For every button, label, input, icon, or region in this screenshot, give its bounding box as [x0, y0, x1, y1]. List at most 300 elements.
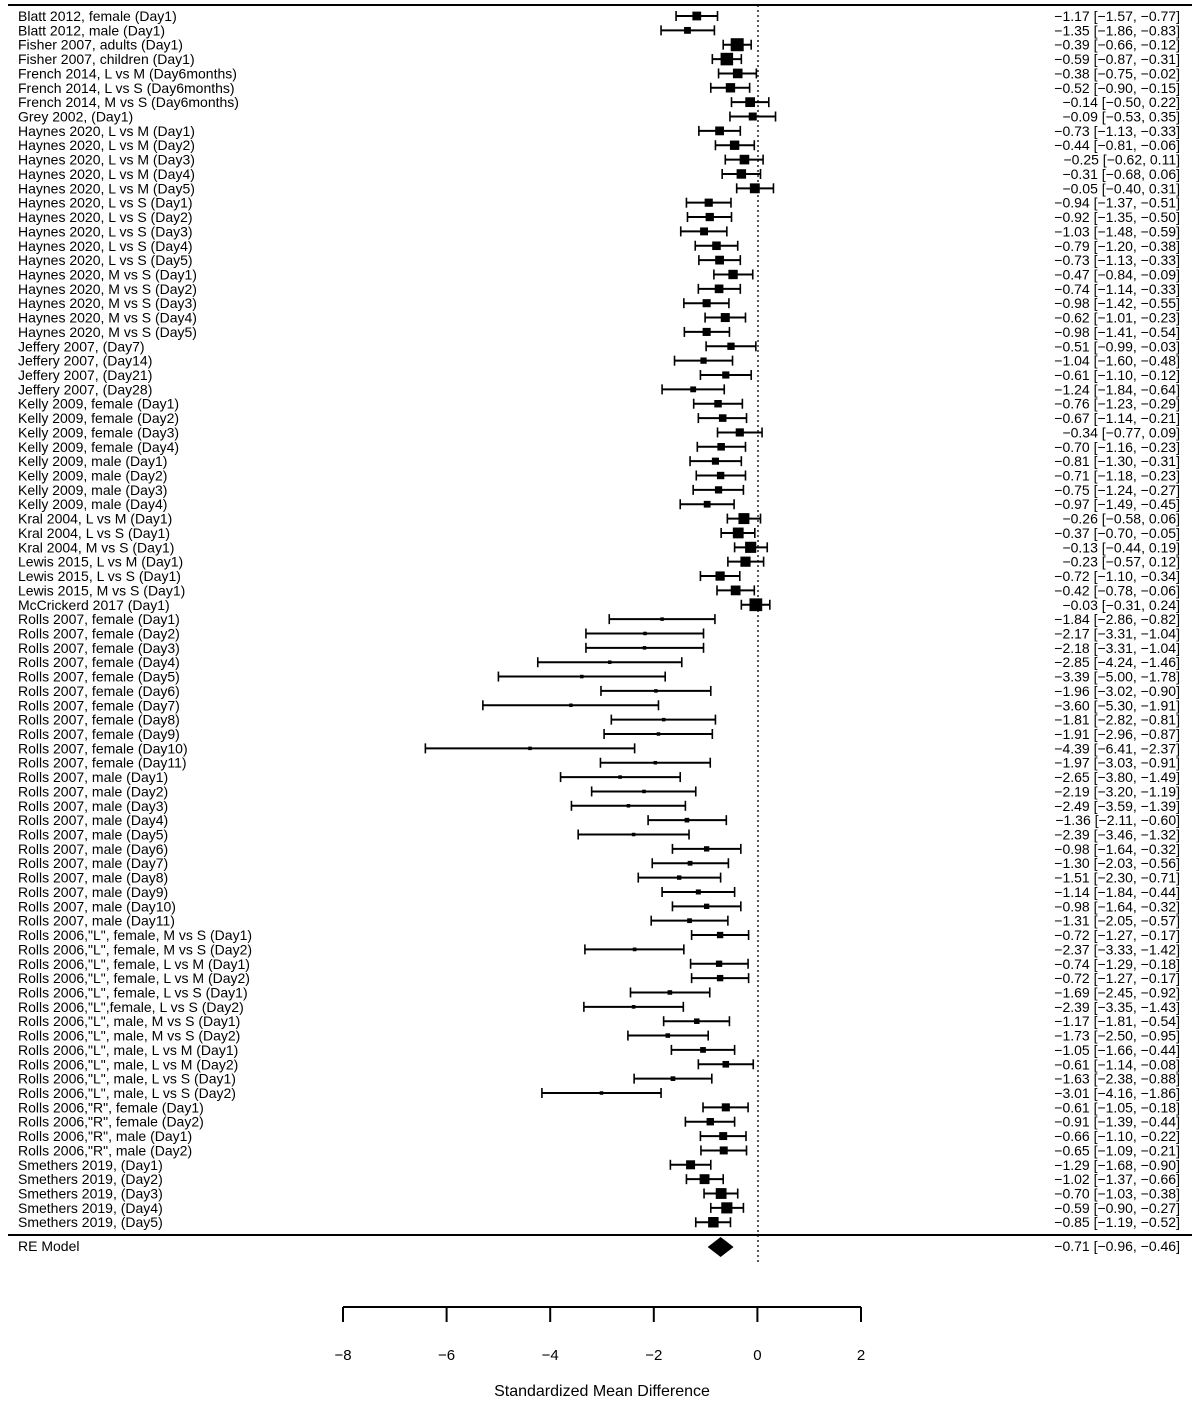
ci-text: −0.73 [−1.13, −0.33] — [1054, 252, 1180, 269]
study-row — [18, 22, 1180, 38]
study-label: Lewis 2015, L vs S (Day1) — [18, 568, 181, 585]
effect-size-marker — [688, 861, 693, 866]
study-row — [18, 568, 1180, 584]
effect-size-marker — [569, 704, 573, 708]
ci-text: −0.47 [−0.84, −0.09] — [1054, 266, 1180, 283]
ci-text: −2.49 [−3.59, −1.39] — [1054, 797, 1180, 814]
study-row — [18, 1157, 1180, 1173]
study-row — [18, 884, 1180, 900]
ci-text: −1.17 [−1.81, −0.54] — [1054, 1013, 1180, 1030]
study-label: Rolls 2006,"R", female (Day2) — [18, 1113, 204, 1130]
ci-text: −1.31 [−2.05, −0.57] — [1054, 912, 1180, 929]
effect-size-marker — [608, 660, 612, 664]
ci-text: −2.37 [−3.33, −1.42] — [1054, 941, 1180, 958]
ci-text: −4.39 [−6.41, −2.37] — [1054, 740, 1180, 757]
study-row — [18, 453, 1180, 469]
summary-label: RE Model — [18, 1238, 80, 1254]
study-label: Rolls 2007, male (Day1) — [18, 769, 169, 786]
ci-text: −0.92 [−1.35, −0.50] — [1054, 209, 1180, 226]
study-row — [18, 554, 1180, 570]
ci-text: −2.39 [−3.35, −1.43] — [1054, 998, 1180, 1015]
study-label: Fisher 2007, adults (Day1) — [18, 36, 183, 53]
effect-size-marker — [706, 213, 714, 221]
ci-text: −2.19 [−3.20, −1.19] — [1054, 783, 1180, 800]
effect-size-marker — [657, 732, 661, 736]
study-label: Haynes 2020, L vs M (Day4) — [18, 165, 195, 182]
study-row — [18, 324, 1180, 340]
ci-text: −0.98 [−1.42, −0.55] — [1054, 295, 1180, 312]
effect-size-marker — [715, 486, 722, 493]
effect-size-marker — [700, 1047, 706, 1053]
study-label: Haynes 2020, L vs M (Day2) — [18, 137, 195, 154]
study-label: Kelly 2009, male (Day4) — [18, 496, 168, 513]
study-row — [18, 1171, 1180, 1187]
study-label: Rolls 2007, male (Day2) — [18, 783, 169, 800]
effect-size-marker — [730, 141, 739, 150]
study-label: Haynes 2020, M vs S (Day3) — [18, 295, 197, 312]
study-row — [18, 1128, 1180, 1144]
study-label: Rolls 2007, male (Day10) — [18, 898, 176, 915]
ci-text: −1.30 [−2.03, −0.56] — [1054, 855, 1180, 872]
effect-size-marker — [686, 1160, 695, 1169]
effect-size-marker — [700, 358, 706, 364]
study-row — [18, 783, 1180, 799]
study-label: French 2014, L vs S (Day6months) — [18, 79, 235, 96]
ci-text: −1.81 [−2.82, −0.81] — [1054, 711, 1180, 728]
study-row — [18, 367, 1180, 383]
ci-text: −0.85 [−1.19, −0.52] — [1054, 1214, 1180, 1231]
ci-text: −3.39 [−5.00, −1.78] — [1054, 668, 1180, 685]
study-label: Haynes 2020, M vs S (Day4) — [18, 309, 197, 326]
effect-size-marker — [722, 371, 729, 378]
study-rows — [18, 8, 1180, 1230]
study-label: Kelly 2009, female (Day2) — [18, 410, 180, 427]
effect-size-marker — [712, 458, 719, 465]
ci-text: −0.39 [−0.66, −0.12] — [1054, 36, 1180, 53]
study-label: Rolls 2006,"L", male, L vs M (Day2) — [18, 1056, 239, 1073]
effect-size-marker — [715, 571, 724, 580]
study-row — [18, 439, 1180, 455]
study-label: Haynes 2020, M vs S (Day1) — [18, 266, 197, 283]
effect-size-marker — [666, 1033, 671, 1038]
effect-size-marker — [740, 557, 750, 567]
ci-text: −0.44 [−0.81, −0.06] — [1054, 137, 1180, 154]
effect-size-marker — [717, 443, 725, 451]
ci-text: −1.36 [−2.11, −0.60] — [1055, 812, 1180, 829]
effect-size-marker — [684, 27, 691, 34]
ci-text: −1.51 [−2.30, −0.71] — [1054, 869, 1180, 886]
study-label: Haynes 2020, L vs S (Day1) — [18, 194, 193, 211]
effect-size-marker — [727, 343, 734, 350]
effect-size-marker — [736, 428, 744, 436]
effect-size-marker — [704, 904, 709, 909]
effect-size-marker — [717, 932, 723, 938]
effect-size-marker — [705, 199, 713, 207]
ci-text: −2.65 [−3.80, −1.49] — [1054, 769, 1180, 786]
ci-text: −1.03 [−1.48, −0.59] — [1054, 223, 1180, 240]
ci-text: −0.75 [−1.24, −0.27] — [1054, 481, 1180, 498]
study-label: Rolls 2006,"L", female, L vs M (Day2) — [18, 970, 250, 987]
study-row — [18, 381, 1180, 397]
study-label: Haynes 2020, L vs M (Day5) — [18, 180, 195, 197]
study-label: Rolls 2006,"L", female, L vs M (Day1) — [18, 955, 250, 972]
ci-text: −0.42 [−0.78, −0.06] — [1054, 582, 1180, 599]
study-row — [18, 496, 1180, 512]
study-label: Blatt 2012, female (Day1) — [18, 8, 177, 24]
effect-size-marker — [721, 313, 730, 322]
effect-size-marker — [731, 586, 741, 596]
effect-size-marker — [703, 299, 711, 307]
study-row — [18, 640, 1180, 656]
study-row — [18, 424, 1180, 440]
effect-size-marker — [721, 53, 734, 66]
ci-text: −1.84 [−2.86, −0.82] — [1054, 611, 1180, 628]
study-label: Rolls 2006,"R", male (Day2) — [18, 1142, 193, 1159]
effect-size-marker — [662, 718, 666, 722]
study-label: Rolls 2006,"L", male, L vs S (Day2) — [18, 1085, 236, 1101]
ci-text: −1.69 [−2.45, −0.92] — [1054, 984, 1180, 1001]
study-row — [18, 625, 1180, 641]
study-label: Smethers 2019, (Day1) — [18, 1156, 163, 1173]
study-row — [18, 1114, 1180, 1130]
study-label: Jeffery 2007, (Day7) — [18, 338, 145, 355]
effect-size-marker — [722, 1061, 729, 1068]
effect-size-marker — [716, 1188, 727, 1199]
x-tick-label: 2 — [856, 1347, 866, 1364]
effect-size-marker — [712, 241, 721, 250]
study-row — [18, 94, 1180, 110]
study-label: Rolls 2007, male (Day3) — [18, 797, 169, 814]
ci-text: −1.73 [−2.50, −0.95] — [1054, 1027, 1180, 1044]
study-row — [18, 712, 1180, 728]
ci-text: −0.94 [−1.37, −0.51] — [1054, 194, 1180, 211]
effect-size-marker — [633, 948, 637, 952]
study-row — [18, 1214, 1180, 1230]
study-label: Rolls 2007, female (Day11) — [18, 754, 187, 771]
ci-text: −0.70 [−1.16, −0.23] — [1054, 438, 1180, 455]
ci-text: −0.05 [−0.40, 0.31] — [1062, 180, 1180, 197]
study-row — [18, 755, 1180, 771]
ci-text: −0.09 [−0.53, 0.35] — [1062, 108, 1180, 125]
study-label: Haynes 2020, M vs S (Day5) — [18, 323, 197, 340]
study-label: Rolls 2007, male (Day8) — [18, 869, 169, 886]
effect-size-marker — [740, 155, 750, 165]
study-row — [18, 582, 1180, 598]
summary-row — [18, 1237, 1180, 1257]
ci-text: −2.18 [−3.31, −1.04] — [1054, 639, 1180, 656]
ci-text: −0.98 [−1.64, −0.32] — [1054, 898, 1180, 915]
study-row — [18, 683, 1180, 699]
study-label: Rolls 2007, female (Day7) — [18, 697, 180, 714]
x-tick-label: −8 — [334, 1347, 352, 1364]
study-label: McCrickerd 2017 (Day1) — [18, 596, 170, 613]
study-label: Rolls 2007, female (Day8) — [18, 711, 180, 728]
study-label: Haynes 2020, L vs S (Day5) — [18, 252, 193, 269]
ci-text: −0.61 [−1.14, −0.08] — [1054, 1056, 1180, 1073]
ci-text: −0.59 [−0.90, −0.27] — [1054, 1199, 1180, 1216]
effect-size-marker — [700, 1174, 710, 1184]
effect-size-marker — [687, 918, 692, 923]
study-label: Jeffery 2007, (Day14) — [18, 352, 153, 369]
study-row — [18, 697, 1180, 713]
study-row — [18, 654, 1180, 670]
study-row — [18, 855, 1180, 871]
study-label: Rolls 2007, male (Day5) — [18, 826, 169, 843]
effect-size-marker — [528, 747, 532, 751]
ci-text: −1.91 [−2.96, −0.87] — [1054, 726, 1180, 742]
study-label: Jeffery 2007, (Day21) — [18, 367, 153, 383]
effect-size-marker — [715, 126, 724, 135]
study-row — [18, 740, 1180, 756]
ci-text: −3.60 [−5.30, −1.91] — [1054, 697, 1180, 714]
study-label: Rolls 2007, male (Day7) — [18, 855, 169, 872]
study-label: Rolls 2006,"L", female, M vs S (Day2) — [18, 941, 253, 958]
ci-text: −0.70 [−1.03, −0.38] — [1054, 1185, 1180, 1202]
study-label: Fisher 2007, children (Day1) — [18, 51, 195, 68]
x-tick-label: 0 — [753, 1347, 762, 1364]
study-label: Grey 2002, (Day1) — [18, 108, 134, 125]
effect-size-marker — [715, 285, 724, 294]
study-label: Haynes 2020, L vs S (Day3) — [18, 223, 193, 240]
effect-size-marker — [703, 328, 711, 336]
study-label: Kral 2004, L vs M (Day1) — [18, 510, 173, 527]
study-label: Rolls 2007, male (Day6) — [18, 840, 169, 857]
study-row — [18, 8, 1180, 24]
effect-size-marker — [717, 975, 723, 981]
ci-text: −1.04 [−1.60, −0.48] — [1054, 352, 1180, 369]
effect-size-marker — [719, 414, 727, 422]
study-label: Rolls 2006,"L", male, L vs S (Day1) — [18, 1070, 236, 1087]
x-tick-label: −4 — [541, 1347, 559, 1364]
ci-text: −2.39 [−3.46, −1.32] — [1054, 826, 1180, 843]
study-row — [18, 841, 1180, 857]
study-row — [18, 482, 1180, 498]
effect-size-marker — [677, 875, 681, 879]
effect-size-marker — [716, 961, 722, 967]
effect-size-marker — [749, 598, 762, 611]
ci-text: −0.67 [−1.14, −0.21] — [1054, 410, 1180, 427]
effect-size-marker — [737, 169, 746, 178]
ci-text: −0.72 [−1.27, −0.17] — [1054, 970, 1180, 987]
ci-text: −2.85 [−4.24, −1.46] — [1054, 654, 1180, 671]
study-label: Kelly 2009, female (Day4) — [18, 438, 180, 455]
study-label: Kral 2004, M vs S (Day1) — [18, 539, 175, 556]
study-label: Rolls 2007, female (Day2) — [18, 625, 180, 642]
study-label: Rolls 2007, male (Day9) — [18, 883, 169, 900]
effect-size-marker — [632, 833, 636, 837]
study-label: Rolls 2007, female (Day3) — [18, 639, 180, 656]
effect-size-marker — [668, 990, 673, 995]
ci-text: −1.14 [−1.84, −0.44] — [1054, 883, 1180, 900]
effect-size-marker — [738, 513, 749, 524]
effect-size-marker — [731, 38, 744, 51]
ci-text: −1.05 [−1.66, −0.44] — [1054, 1041, 1180, 1058]
ci-text: −0.91 [−1.39, −0.44] — [1054, 1113, 1180, 1130]
effect-size-marker — [580, 675, 584, 679]
study-label: Kral 2004, L vs S (Day1) — [18, 524, 170, 541]
study-row — [18, 827, 1180, 843]
study-label: Kelly 2009, female (Day1) — [18, 395, 180, 412]
x-tick-label: −6 — [438, 1347, 456, 1364]
study-label: Haynes 2020, M vs S (Day2) — [18, 280, 197, 297]
ci-text: −1.24 [−1.84, −0.64] — [1054, 381, 1180, 398]
ci-text: −0.23 [−0.57, 0.12] — [1062, 553, 1180, 570]
ci-text: −0.71 [−1.18, −0.23] — [1054, 467, 1180, 484]
effect-size-marker — [618, 775, 622, 779]
ci-text: −0.37 [−0.70, −0.05] — [1054, 524, 1180, 541]
effect-size-marker — [749, 113, 757, 121]
study-label: Rolls 2006,"L", male, L vs M (Day1) — [18, 1041, 239, 1058]
study-label: French 2014, M vs S (Day6months) — [18, 94, 239, 111]
study-row — [18, 539, 1180, 555]
ci-text: −1.97 [−3.03, −0.91] — [1054, 754, 1180, 771]
ci-text: −0.72 [−1.10, −0.34] — [1054, 568, 1180, 585]
study-label: Rolls 2006,"L", female, M vs S (Day1) — [18, 927, 253, 944]
ci-text: −0.26 [−0.58, 0.06] — [1062, 510, 1180, 527]
effect-size-marker — [719, 1132, 727, 1140]
study-label: Rolls 2006,"R", male (Day1) — [18, 1128, 193, 1145]
study-row — [18, 611, 1180, 627]
effect-size-marker — [707, 1118, 714, 1125]
study-row — [18, 726, 1180, 742]
study-label: Rolls 2007, female (Day6) — [18, 682, 180, 699]
study-label: Rolls 2006,"R", female (Day1) — [18, 1099, 204, 1116]
study-row — [18, 410, 1180, 426]
ci-text: −0.25 [−0.62, 0.11] — [1063, 151, 1180, 168]
effect-size-marker — [733, 69, 743, 79]
ci-text: −0.79 [−1.20, −0.38] — [1054, 237, 1180, 254]
x-tick-label: −2 — [645, 1347, 663, 1364]
ci-text: −0.65 [−1.09, −0.21] — [1054, 1142, 1180, 1159]
study-row — [18, 1186, 1180, 1202]
ci-text: −1.02 [−1.37, −0.66] — [1054, 1171, 1180, 1188]
effect-size-marker — [745, 97, 755, 107]
study-row — [18, 511, 1180, 527]
effect-size-marker — [722, 1103, 730, 1111]
study-label: Smethers 2019, (Day5) — [18, 1214, 163, 1231]
effect-size-marker — [704, 846, 709, 851]
effect-size-marker — [643, 632, 647, 636]
ci-text: −1.63 [−2.38, −0.88] — [1054, 1070, 1180, 1087]
study-row — [18, 468, 1180, 484]
ci-text: −0.38 [−0.75, −0.02] — [1054, 65, 1180, 82]
ci-text: −0.74 [−1.14, −0.33] — [1054, 280, 1180, 297]
study-row — [18, 870, 1180, 886]
ci-text: −1.96 [−3.02, −0.90] — [1054, 682, 1180, 699]
study-row — [18, 597, 1180, 613]
study-row — [18, 353, 1180, 369]
x-axis — [334, 1307, 865, 1364]
x-axis-title: Standardized Mean Difference — [494, 1383, 710, 1400]
study-label: Lewis 2015, L vs M (Day1) — [18, 553, 184, 570]
study-row — [18, 669, 1180, 685]
study-label: French 2014, L vs M (Day6months) — [18, 65, 237, 82]
effect-size-marker — [685, 818, 690, 823]
study-label: Rolls 2007, female (Day1) — [18, 611, 180, 628]
effect-size-marker — [671, 1076, 676, 1081]
ci-text: −0.98 [−1.41, −0.54] — [1054, 323, 1180, 340]
effect-size-marker — [745, 542, 756, 553]
ci-text: −0.62 [−1.01, −0.23] — [1054, 309, 1180, 326]
effect-size-marker — [627, 804, 631, 808]
study-label: Rolls 2006,"L", female, L vs S (Day1) — [18, 984, 248, 1001]
effect-size-marker — [696, 889, 701, 894]
summary-diamond — [708, 1237, 734, 1257]
effect-size-marker — [704, 501, 711, 508]
study-label: Smethers 2019, (Day2) — [18, 1171, 163, 1188]
effect-size-marker — [717, 472, 724, 479]
ci-text: −0.97 [−1.49, −0.45] — [1054, 496, 1180, 513]
effect-size-marker — [632, 1005, 636, 1009]
study-row — [18, 338, 1180, 354]
study-row — [18, 525, 1180, 541]
study-label: Rolls 2007, female (Day4) — [18, 654, 180, 671]
ci-text: −0.61 [−1.05, −0.18] — [1054, 1099, 1180, 1116]
ci-text: −2.17 [−3.31, −1.04] — [1054, 625, 1180, 642]
study-label: Lewis 2015, M vs S (Day1) — [18, 582, 186, 599]
study-label: Haynes 2020, L vs S (Day2) — [18, 209, 193, 226]
ci-text: −0.66 [−1.10, −0.22] — [1054, 1128, 1180, 1145]
study-label: Kelly 2009, female (Day3) — [18, 424, 180, 441]
effect-size-marker — [692, 12, 701, 21]
study-label: Haynes 2020, L vs M (Day3) — [18, 151, 195, 168]
ci-text: −1.35 [−1.86, −0.83] — [1054, 22, 1180, 39]
ci-text: −3.01 [−4.16, −1.86] — [1054, 1085, 1180, 1101]
ci-text: −0.03 [−0.31, 0.24] — [1062, 596, 1180, 613]
effect-size-marker — [721, 1202, 732, 1213]
ci-text: −0.98 [−1.64, −0.32] — [1054, 840, 1180, 857]
effect-size-marker — [654, 761, 658, 765]
effect-size-marker — [728, 270, 737, 279]
ci-text: −1.17 [−1.57, −0.77] — [1054, 8, 1180, 24]
ci-text: −0.74 [−1.29, −0.18] — [1054, 955, 1180, 972]
effect-size-marker — [700, 227, 708, 235]
summary-ci-label: −0.71 [−0.96, −0.46] — [1054, 1238, 1180, 1254]
ci-text: −0.76 [−1.23, −0.29] — [1054, 395, 1180, 412]
study-label: Kelly 2009, male (Day1) — [18, 453, 168, 470]
study-row — [18, 812, 1180, 828]
study-row — [18, 798, 1180, 814]
effect-size-marker — [690, 386, 696, 392]
study-label: Jeffery 2007, (Day28) — [18, 381, 153, 398]
effect-size-marker — [708, 1217, 718, 1227]
study-label: Rolls 2007, female (Day10) — [18, 740, 188, 757]
ci-text: −0.81 [−1.30, −0.31] — [1054, 453, 1180, 470]
ci-text: −0.52 [−0.90, −0.15] — [1054, 79, 1180, 96]
effect-size-marker — [642, 790, 646, 794]
effect-size-marker — [720, 1146, 728, 1154]
ci-text: −0.31 [−0.68, 0.06] — [1062, 165, 1180, 182]
effect-size-marker — [714, 400, 721, 407]
study-label: Blatt 2012, male (Day1) — [18, 22, 166, 39]
study-label: Rolls 2007, female (Day9) — [18, 726, 180, 742]
effect-size-marker — [733, 528, 744, 539]
effect-size-marker — [643, 646, 647, 650]
study-row — [18, 1200, 1180, 1216]
ci-text: −0.13 [−0.44, 0.19] — [1062, 539, 1180, 556]
effect-size-marker — [750, 183, 760, 193]
study-label: Kelly 2009, male (Day2) — [18, 467, 168, 484]
ci-text: −0.59 [−0.87, −0.31] — [1054, 51, 1180, 68]
ci-text: −0.34 [−0.77, 0.09] — [1062, 424, 1180, 441]
ci-text: −0.73 [−1.13, −0.33] — [1054, 122, 1180, 139]
study-label: Haynes 2020, L vs S (Day4) — [18, 237, 193, 254]
ci-text: −1.29 [−1.68, −0.90] — [1054, 1156, 1180, 1173]
study-row — [18, 898, 1180, 914]
ci-text: −0.72 [−1.27, −0.17] — [1054, 927, 1180, 944]
study-label: Kelly 2009, male (Day3) — [18, 481, 168, 498]
effect-size-marker — [726, 83, 735, 92]
